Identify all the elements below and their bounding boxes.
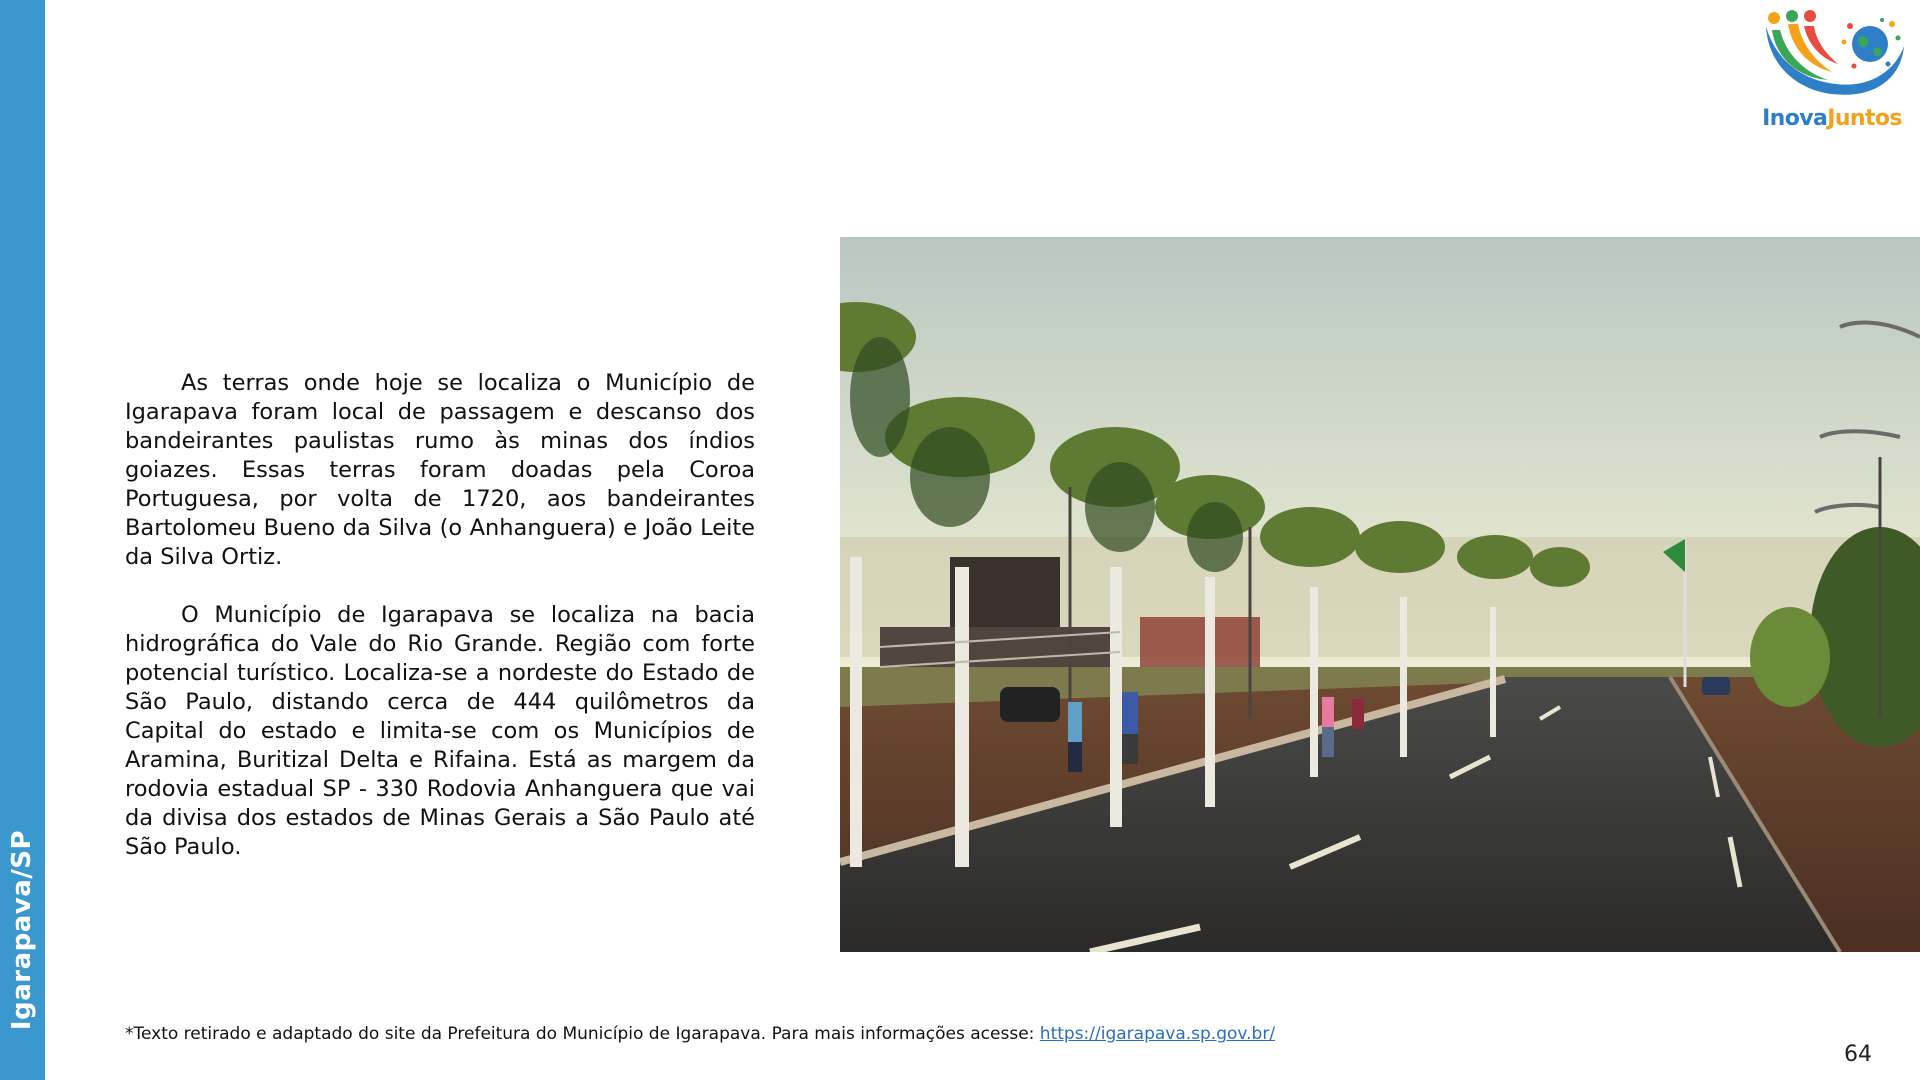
- logo-graphic: [1758, 8, 1906, 108]
- body-text: [125, 369, 755, 891]
- inova-juntos-logo: [1758, 8, 1906, 136]
- page-number: 64: [1844, 1042, 1872, 1067]
- paragraph-geography: O Município de Igarapava se localiza na bacia hidrográfica do Vale do Rio Grande. Região com forte potencial turístico. Localiza-se a nordeste do Estado de São Paulo, distando cerca de 444 quilômetros da Capital do estado e limita-se com os Municípios de Aramina, Buritizal Delta e Rifaina. Está as margem da rodovia estadual SP - 330 Rodovia Anhanguera que vai da divisa dos estados de Minas Gerais a São Paulo até São Paulo.: [125, 602, 755, 860]
- footnote-text: *Texto retirado e adaptado do site da Prefeitura do Município de Igarapava. Para mais informações acesse:: [125, 1024, 1040, 1044]
- side-label: Igarapava/SP: [7, 829, 37, 1031]
- logo-wordmark: [1758, 106, 1906, 131]
- logo-word-inova: Inova: [1762, 106, 1828, 131]
- paragraph-history: As terras onde hoje se localiza o Município de Igarapava foram local de passagem e descanso dos bandeirantes paulistas rumo às minas dos índios goiazes. Essas terras foram doadas pela Coroa Portuguesa, por volta de 1720, aos bandeirantes Bartolomeu Bueno da Silva (o Anhanguera) e João Leite da Silva Ortiz.: [125, 370, 755, 570]
- side-bar: [0, 0, 45, 1080]
- logo-word-juntos: Juntos: [1827, 106, 1902, 131]
- footnote: [125, 1024, 1275, 1044]
- avenue-photo: [840, 237, 1920, 952]
- footnote-link[interactable]: https://igarapava.sp.gov.br/: [1039, 1024, 1276, 1044]
- avenue-illustration: [840, 237, 1920, 952]
